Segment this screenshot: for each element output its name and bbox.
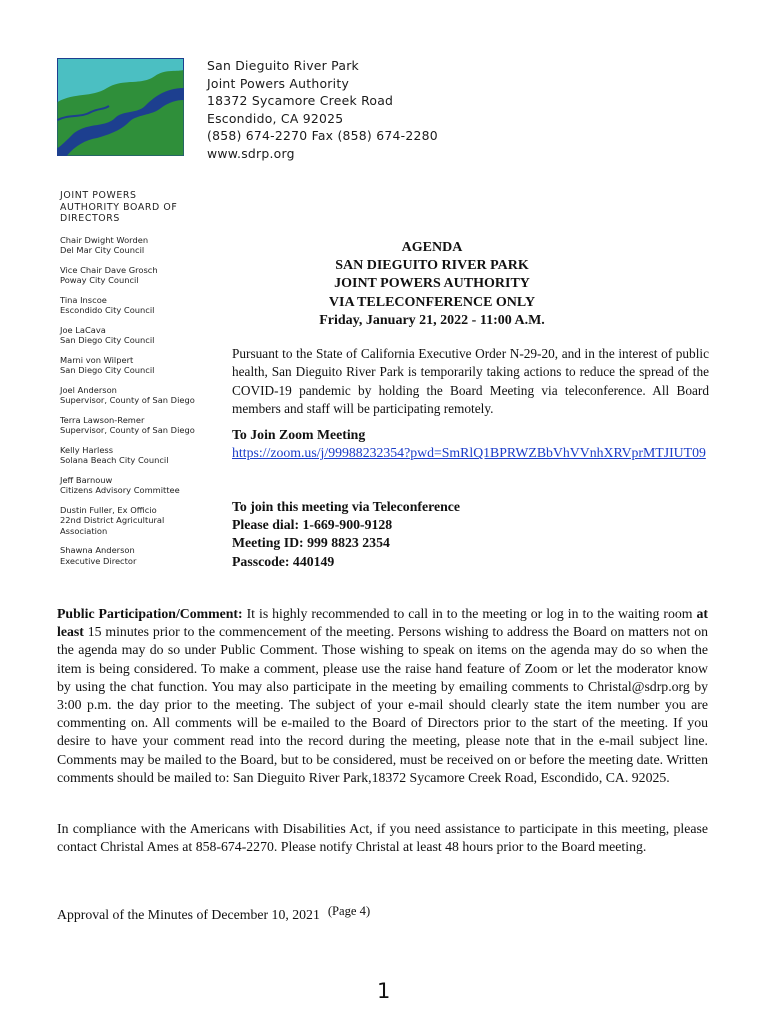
zoom-heading: To Join Zoom Meeting bbox=[232, 427, 366, 442]
board-member: Shawna Anderson Executive Director bbox=[60, 545, 137, 566]
meeting-id: Meeting ID: 999 8823 2354 bbox=[232, 535, 390, 551]
ada-paragraph: In compliance with the Americans with Disabilities Act, if you need assistance to participate in this meeting, please contact Christal Ames at 858-674-2270. Please notify Christal at least 48 hours prior to the Board meeting. bbox=[57, 821, 708, 855]
board-member: Jeff Barnouw Citizens Advisory Committee bbox=[60, 474, 180, 495]
board-member: Tina Inscoe Escondido City Council bbox=[60, 294, 155, 315]
org-phone-fax: (858) 674-2270 Fax (858) 674-2280 bbox=[207, 128, 438, 144]
agenda-title: AGENDA SAN DIEGUITO RIVER PARK JOINT POWERS AUTHORITY VIA TELECONFERENCE ONLY Friday, January 21, 2022 - 11:00 A.M. bbox=[319, 240, 545, 328]
board-member: Joe LaCava San Diego City Council bbox=[60, 324, 155, 345]
public-comment-paragraph: Public Participation/Comment: It is highly recommended to call in to the meeting or log in to the waiting room at least 15 minutes prior to the commencement of the meeting. Persons wishing to address the Board on matters not on the agenda may do so under Public Comment. Those wishing to speak on items on the agenda may do so when the item is being considered. To make a comment, please use the raise hand feature of Zoom or let the moderator know by using the chat function. You may also participate in the meeting by emailing comments to Christal@sdrp.org by 3:00 p.m. the day prior to the meeting. The subject of your e-mail should clearly state the item number you are commenting on. All comments will be e-mailed to the Board of Directors prior to the start of the meeting. If you desire to have your comment read into the record during the meeting, please note that in the e-mail subject line. Comments may be mailed to the Board, but to be considered, must be received on or before the meeting date. Written comments should be mailed to: San Dieguito River Park,18372 Sycamore Creek Road, Escondido, CA. 92025. bbox=[57, 606, 708, 785]
org-street: 18372 Sycamore Creek Road bbox=[207, 93, 394, 109]
org-website: www.sdrp.org bbox=[207, 145, 295, 161]
board-member: Terra Lawson-Remer Supervisor, County of San Diego bbox=[60, 414, 195, 435]
page-number: 1 bbox=[377, 979, 391, 1003]
board-of-directors-list bbox=[60, 190, 210, 575]
teleconference-section bbox=[232, 498, 460, 571]
org-city: Escondido, CA 92025 bbox=[207, 110, 344, 126]
board-member: Joel Anderson Supervisor, County of San Diego bbox=[60, 384, 195, 405]
intro-paragraph: Pursuant to the State of California Executive Order N-29-20, and in the interest of public health, San Dieguito River Park is temporarily taking actions to reduce the spread of the COVID-19 pandemic by holding the Board Meeting via teleconference. All Board members and staff will be participating remotely. bbox=[232, 346, 709, 416]
public-comment-label: Public Participation/Comment: bbox=[57, 606, 243, 621]
dial-number: Please dial: 1-669-900-9128 bbox=[232, 517, 393, 533]
organization-address bbox=[207, 57, 438, 163]
org-subtitle: Joint Powers Authority bbox=[207, 75, 350, 91]
page-reference: (Page 4) bbox=[327, 904, 371, 918]
sdrp-logo-icon bbox=[57, 58, 184, 156]
board-member: Kelly Harless Solana Beach City Council bbox=[60, 444, 169, 465]
minutes-item: Approval of the Minutes of December 10, 2021 (Page 4) bbox=[57, 904, 371, 922]
board-member: Chair Dwight Worden Del Mar City Council bbox=[60, 234, 149, 255]
org-name: San Dieguito River Park bbox=[207, 58, 359, 73]
passcode: Passcode: 440149 bbox=[232, 553, 335, 569]
board-member: Marni von Wilpert San Diego City Council bbox=[60, 354, 155, 375]
board-member: Vice Chair Dave Grosch Poway City Council bbox=[60, 264, 158, 285]
board-member: Dustin Fuller, Ex Officio 22nd District Agricultural Association bbox=[60, 504, 165, 536]
teleconference-heading: To join this meeting via Teleconference bbox=[232, 499, 461, 514]
zoom-link[interactable]: https://zoom.us/j/99988232354?pwd=SmRlQ1BPRWZBbVhVVnhXRVprMTJIUT09 bbox=[232, 445, 706, 461]
zoom-section bbox=[232, 426, 709, 463]
board-heading: JOINT POWERS AUTHORITY BOARD OF DIRECTORS bbox=[60, 190, 178, 224]
